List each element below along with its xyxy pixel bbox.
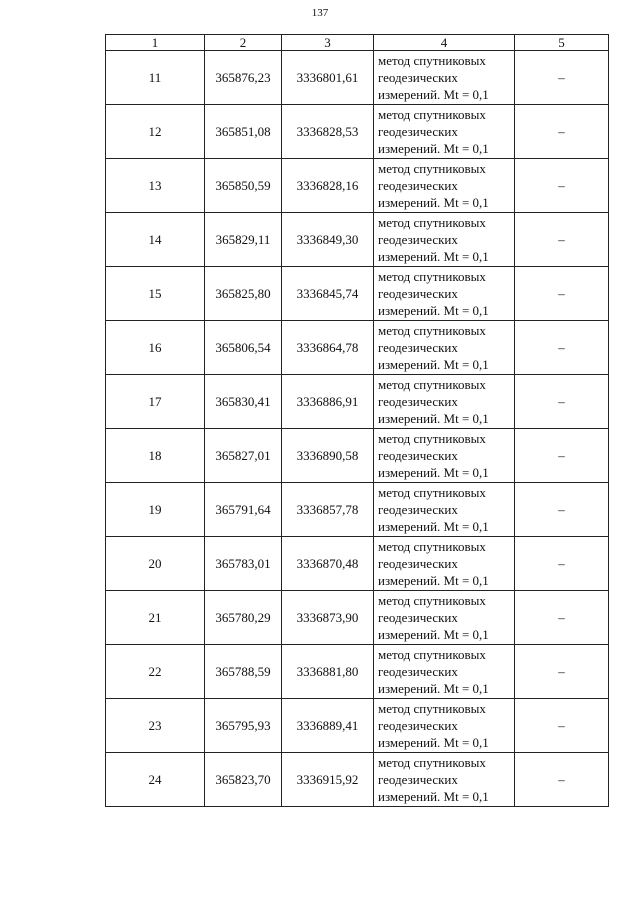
point-number-cell: 14 <box>106 213 205 267</box>
y-coordinate-cell: 3336801,61 <box>282 51 374 105</box>
note-cell: – <box>515 429 609 483</box>
method-cell <box>374 213 515 267</box>
table-row-13 <box>106 159 609 213</box>
x-coordinate-cell: 365795,93 <box>205 699 282 753</box>
method-cell <box>374 591 515 645</box>
method-cell <box>374 537 515 591</box>
point-number-cell: 15 <box>106 267 205 321</box>
method-line: метод спутниковых <box>378 161 486 176</box>
method-line: геодезических <box>378 718 458 733</box>
table-row-22 <box>106 645 609 699</box>
method-cell <box>374 321 515 375</box>
method-line: геодезических <box>378 772 458 787</box>
table-row-16 <box>106 321 609 375</box>
coordinates-table <box>105 34 609 807</box>
table-row-15 <box>106 267 609 321</box>
page-number: 137 <box>311 7 329 19</box>
method-line: измерений. Mt = 0,1 <box>378 465 489 480</box>
y-coordinate-cell: 3336828,53 <box>282 105 374 159</box>
method-line: геодезических <box>378 502 458 517</box>
y-coordinate-cell: 3336890,58 <box>282 429 374 483</box>
method-line: метод спутниковых <box>378 485 486 500</box>
note-cell: – <box>515 105 609 159</box>
method-line: метод спутниковых <box>378 53 486 68</box>
method-line: геодезических <box>378 286 458 301</box>
method-cell <box>374 159 515 213</box>
table-row-18 <box>106 429 609 483</box>
point-number-cell: 17 <box>106 375 205 429</box>
point-number-cell: 24 <box>106 753 205 807</box>
x-coordinate-cell: 365850,59 <box>205 159 282 213</box>
column-header-1: 1 <box>106 35 205 51</box>
method-line: геодезических <box>378 232 458 247</box>
table-header-row <box>106 35 609 51</box>
x-coordinate-cell: 365827,01 <box>205 429 282 483</box>
method-line: геодезических <box>378 124 458 139</box>
x-coordinate-cell: 365829,11 <box>205 213 282 267</box>
y-coordinate-cell: 3336828,16 <box>282 159 374 213</box>
method-line: измерений. Mt = 0,1 <box>378 627 489 642</box>
note-cell: – <box>515 51 609 105</box>
table-body <box>106 51 609 807</box>
point-number-cell: 21 <box>106 591 205 645</box>
method-line: измерений. Mt = 0,1 <box>378 357 489 372</box>
table-row-11 <box>106 51 609 105</box>
method-line: метод спутниковых <box>378 323 486 338</box>
method-line: метод спутниковых <box>378 647 486 662</box>
x-coordinate-cell: 365783,01 <box>205 537 282 591</box>
table-row-14 <box>106 213 609 267</box>
x-coordinate-cell: 365876,23 <box>205 51 282 105</box>
method-line: метод спутниковых <box>378 431 486 446</box>
y-coordinate-cell: 3336845,74 <box>282 267 374 321</box>
y-coordinate-cell: 3336849,30 <box>282 213 374 267</box>
y-coordinate-cell: 3336886,91 <box>282 375 374 429</box>
y-coordinate-cell: 3336889,41 <box>282 699 374 753</box>
x-coordinate-cell: 365788,59 <box>205 645 282 699</box>
method-line: измерений. Mt = 0,1 <box>378 87 489 102</box>
method-line: измерений. Mt = 0,1 <box>378 303 489 318</box>
method-line: измерений. Mt = 0,1 <box>378 789 489 804</box>
method-cell <box>374 429 515 483</box>
method-line: геодезических <box>378 556 458 571</box>
x-coordinate-cell: 365830,41 <box>205 375 282 429</box>
point-number-cell: 22 <box>106 645 205 699</box>
x-coordinate-cell: 365851,08 <box>205 105 282 159</box>
point-number-cell: 23 <box>106 699 205 753</box>
method-cell <box>374 753 515 807</box>
table-row-17 <box>106 375 609 429</box>
point-number-cell: 12 <box>106 105 205 159</box>
table-row-19 <box>106 483 609 537</box>
note-cell: – <box>515 537 609 591</box>
method-cell <box>374 645 515 699</box>
point-number-cell: 16 <box>106 321 205 375</box>
note-cell: – <box>515 159 609 213</box>
y-coordinate-cell: 3336857,78 <box>282 483 374 537</box>
y-coordinate-cell: 3336864,78 <box>282 321 374 375</box>
note-cell: – <box>515 645 609 699</box>
method-line: метод спутниковых <box>378 215 486 230</box>
x-coordinate-cell: 365791,64 <box>205 483 282 537</box>
method-cell <box>374 375 515 429</box>
column-header-4: 4 <box>374 35 515 51</box>
method-cell <box>374 699 515 753</box>
method-line: геодезических <box>378 70 458 85</box>
method-line: метод спутниковых <box>378 755 486 770</box>
note-cell: – <box>515 483 609 537</box>
x-coordinate-cell: 365825,80 <box>205 267 282 321</box>
method-line: геодезических <box>378 394 458 409</box>
note-cell: – <box>515 267 609 321</box>
method-line: геодезических <box>378 664 458 679</box>
point-number-cell: 18 <box>106 429 205 483</box>
note-cell: – <box>515 753 609 807</box>
method-line: метод спутниковых <box>378 269 486 284</box>
method-line: измерений. Mt = 0,1 <box>378 141 489 156</box>
note-cell: – <box>515 375 609 429</box>
method-line: метод спутниковых <box>378 539 486 554</box>
y-coordinate-cell: 3336915,92 <box>282 753 374 807</box>
note-cell: – <box>515 321 609 375</box>
point-number-cell: 20 <box>106 537 205 591</box>
table-row-23 <box>106 699 609 753</box>
y-coordinate-cell: 3336881,80 <box>282 645 374 699</box>
method-line: измерений. Mt = 0,1 <box>378 681 489 696</box>
method-line: геодезических <box>378 448 458 463</box>
column-header-3: 3 <box>282 35 374 51</box>
method-cell <box>374 267 515 321</box>
table-row-21 <box>106 591 609 645</box>
x-coordinate-cell: 365823,70 <box>205 753 282 807</box>
method-line: геодезических <box>378 340 458 355</box>
note-cell: – <box>515 591 609 645</box>
point-number-cell: 13 <box>106 159 205 213</box>
method-line: измерений. Mt = 0,1 <box>378 573 489 588</box>
table-row-24 <box>106 753 609 807</box>
method-line: измерений. Mt = 0,1 <box>378 735 489 750</box>
method-line: измерений. Mt = 0,1 <box>378 249 489 264</box>
x-coordinate-cell: 365806,54 <box>205 321 282 375</box>
method-line: метод спутниковых <box>378 701 486 716</box>
y-coordinate-cell: 3336870,48 <box>282 537 374 591</box>
x-coordinate-cell: 365780,29 <box>205 591 282 645</box>
method-cell <box>374 483 515 537</box>
method-line: измерений. Mt = 0,1 <box>378 411 489 426</box>
note-cell: – <box>515 213 609 267</box>
note-cell: – <box>515 699 609 753</box>
column-header-5: 5 <box>515 35 609 51</box>
method-line: метод спутниковых <box>378 107 486 122</box>
method-line: измерений. Mt = 0,1 <box>378 519 489 534</box>
y-coordinate-cell: 3336873,90 <box>282 591 374 645</box>
method-cell <box>374 51 515 105</box>
method-cell <box>374 105 515 159</box>
method-line: измерений. Mt = 0,1 <box>378 195 489 210</box>
table-row-12 <box>106 105 609 159</box>
point-number-cell: 11 <box>106 51 205 105</box>
method-line: геодезических <box>378 610 458 625</box>
method-line: метод спутниковых <box>378 593 486 608</box>
column-header-2: 2 <box>205 35 282 51</box>
point-number-cell: 19 <box>106 483 205 537</box>
table-row-20 <box>106 537 609 591</box>
method-line: метод спутниковых <box>378 377 486 392</box>
method-line: геодезических <box>378 178 458 193</box>
